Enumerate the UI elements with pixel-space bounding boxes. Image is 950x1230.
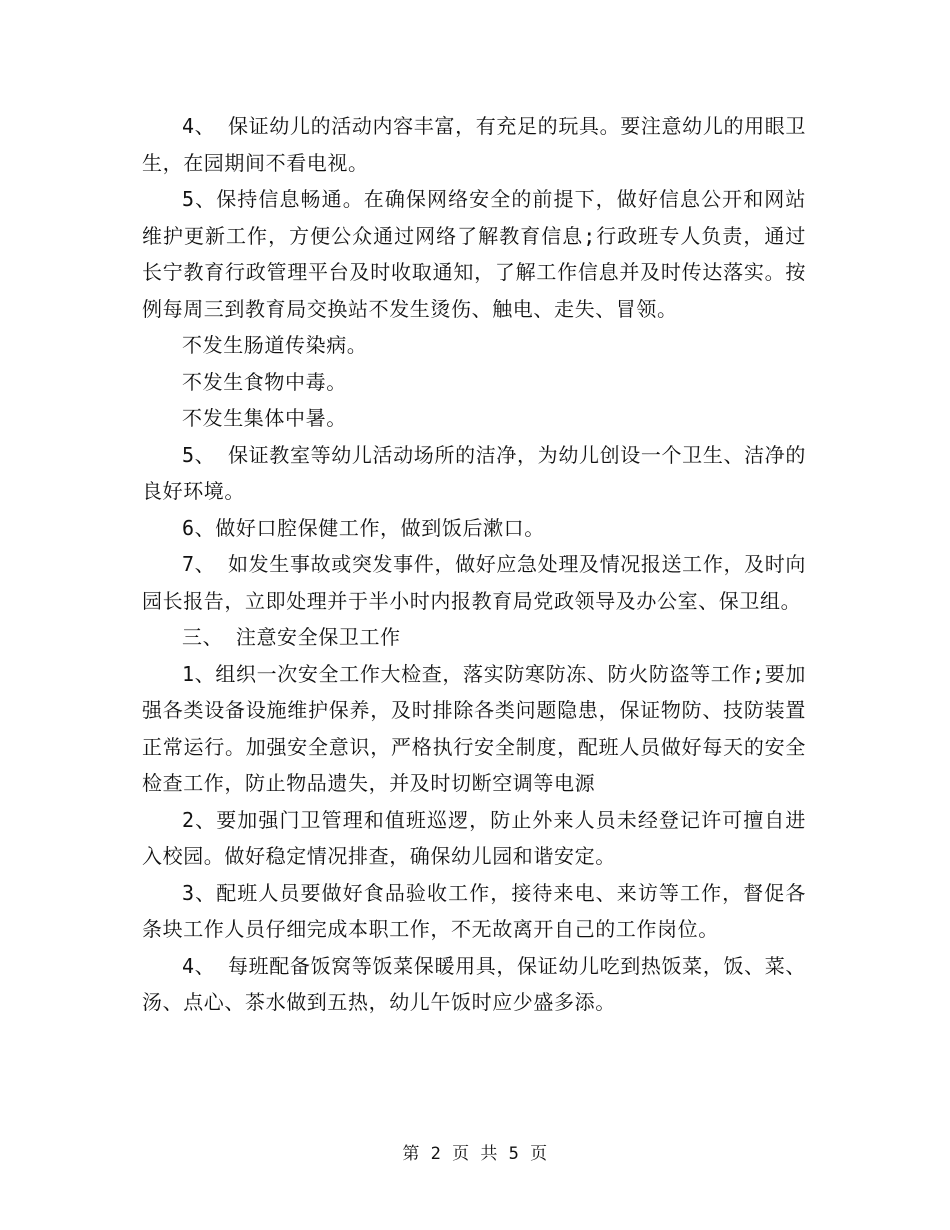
paragraph-item-4-toys: 4、 保证幼儿的活动内容丰富，有充足的玩具。要注意幼儿的用眼卫生，在园期间不看电视。 — [142, 114, 806, 175]
paragraph-item-5-information: 5、保持信息畅通。在确保网络安全的前提下，做好信息公开和网站维护更新工作，方便公众通过网络了解教育信息;行政班专人负责，通过长宁教育行政管理平台及时收取通知，了解工作信息并及时传达落实。按例每周三到教育局交换站不发生烫伤、触电、走失、冒领。 — [142, 187, 806, 321]
paragraph-no-food-poisoning: 不发生食物中毒。 — [182, 369, 347, 394]
paragraph-item-5-cleanliness: 5、 保证教室等幼儿活动场所的洁净，为幼儿创设一个卫生、洁净的良好环境。 — [142, 442, 806, 503]
paragraph-security-item-2: 2、要加强门卫管理和值班巡逻，防止外来人员未经登记许可擅自进入校园。做好稳定情况排查，确保幼儿园和谐安定。 — [142, 807, 806, 868]
paragraph-no-heatstroke: 不发生集体中暑。 — [182, 406, 347, 430]
paragraph-security-item-3: 3、配班人员要做好食品验收工作，接待来电、来访等工作，督促各条块工作人员仔细完成本职工作，不无故离开自己的工作岗位。 — [142, 880, 806, 941]
paragraph-no-intestinal-disease: 不发生肠道传染病。 — [182, 333, 368, 357]
paragraph-item-6-oral-care: 6、做好口腔保健工作，做到饭后漱口。 — [182, 515, 545, 540]
paragraph-security-item-1: 1、组织一次安全工作大检查，落实防寒防冻、防火防盗等工作;要加强各类设备设施维护保养，及时排除各类问题隐患，保证物防、技防装置正常运行。加强安全意识，严格执行安全制度，配班人员做好每天的安全检查工作，防止物品遗失，并及时切断空调等电源 — [142, 661, 806, 795]
document-body — [142, 108, 806, 1021]
section-heading-security: 三、 注意安全保卫工作 — [182, 625, 401, 649]
paragraph-security-item-4: 4、 每班配备饭窝等饭菜保暖用具，保证幼儿吃到热饭菜，饭、菜、汤、点心、茶水做到五热，幼儿午饭时应少盛多添。 — [142, 953, 806, 1014]
paragraph-item-7-emergency: 7、 如发生事故或突发事件，做好应急处理及情况报送工作，及时向园长报告，立即处理并于半小时内报教育局党政领导及办公室、保卫组。 — [142, 552, 806, 613]
page-number-footer: 第 2 页 共 5 页 — [402, 1144, 548, 1164]
